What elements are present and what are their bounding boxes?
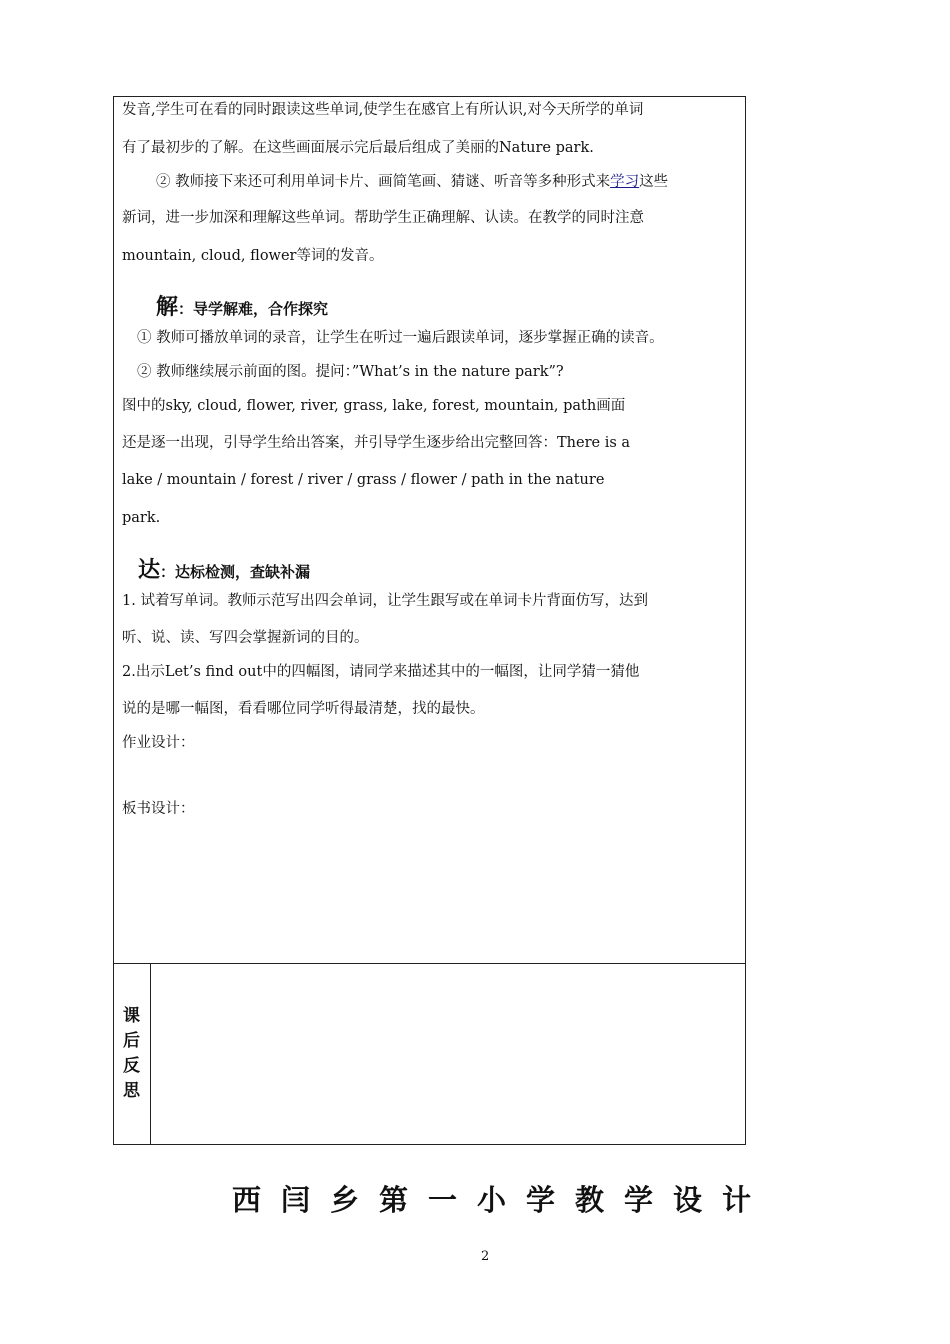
table-row-divider bbox=[113, 963, 746, 964]
text-line: 有了最初步的了解。在这些画面展示完后最后组成了美丽的Nature park. bbox=[122, 140, 594, 156]
reflection-label: 课后反思 bbox=[123, 1006, 140, 1101]
heading-text: ：达标检测，查缺补漏 bbox=[160, 563, 311, 581]
text-line: mountain, cloud, flower等词的发音。 bbox=[122, 248, 384, 264]
text-line: ① 教师可播放单词的录音，让学生在听过一遍后跟读单词，逐步掌握正确的读音。 bbox=[137, 330, 664, 346]
text-line: 2.出示Let’s find out中的四幅图，请同学来描述其中的一幅图，让同学猜一猜他 bbox=[122, 664, 640, 680]
homework-label: 作业设计： bbox=[122, 735, 195, 751]
text-line: 发音,学生可在看的同时跟读这些单词,使学生在感官上有所认识,对今天所学的单词 bbox=[122, 102, 644, 118]
page-number: 2 bbox=[481, 1249, 490, 1264]
text-line: lake / mountain / forest / river / grass / flower / path in the nature bbox=[122, 472, 605, 488]
text-line: 图中的sky, cloud, flower, river, grass, lake, forest, mountain, path画面 bbox=[122, 398, 626, 414]
board-label: 板书设计： bbox=[122, 801, 195, 817]
text-line: 听、说、读、写四会掌握新词的目的。 bbox=[122, 630, 369, 646]
school-title: 西闫乡第一小学教学设计 bbox=[232, 1183, 772, 1217]
text-line bbox=[156, 172, 668, 192]
text-line: 说的是哪一幅图，看看哪位同学听得最清楚，找的最快。 bbox=[122, 701, 485, 717]
text-line: 新词，进一步加深和理解这些单词。帮助学生正确理解、认读。在教学的同时注意 bbox=[122, 210, 644, 226]
reflection-cell bbox=[113, 963, 150, 1145]
text-line: 还是逐一出现，引导学生给出答案，并引导学生逐步给出完整回答：There is a bbox=[122, 435, 631, 451]
heading-text: ：导学解难，合作探究 bbox=[178, 300, 329, 318]
text-line: park. bbox=[122, 510, 161, 526]
text-segment: ② 教师接下来还可利用单词卡片、画简笔画、猜谜、听音等多种形式来 bbox=[156, 174, 611, 190]
table-column-divider bbox=[150, 963, 151, 1145]
study-link[interactable]: 学习 bbox=[610, 174, 640, 190]
heading-char: 达 bbox=[138, 557, 161, 583]
text-line: 1. 试着写单词。教师示范写出四会单词，让学生跟写或在单词卡片背面仿写，达到 bbox=[122, 593, 648, 609]
heading-char: 解 bbox=[156, 294, 179, 320]
text-segment: 这些 bbox=[639, 174, 669, 190]
section-heading-jie bbox=[156, 290, 328, 321]
section-heading-da bbox=[138, 553, 310, 584]
text-line: ② 教师继续展示前面的图。提问：”What’s in the nature park”? bbox=[137, 364, 564, 380]
